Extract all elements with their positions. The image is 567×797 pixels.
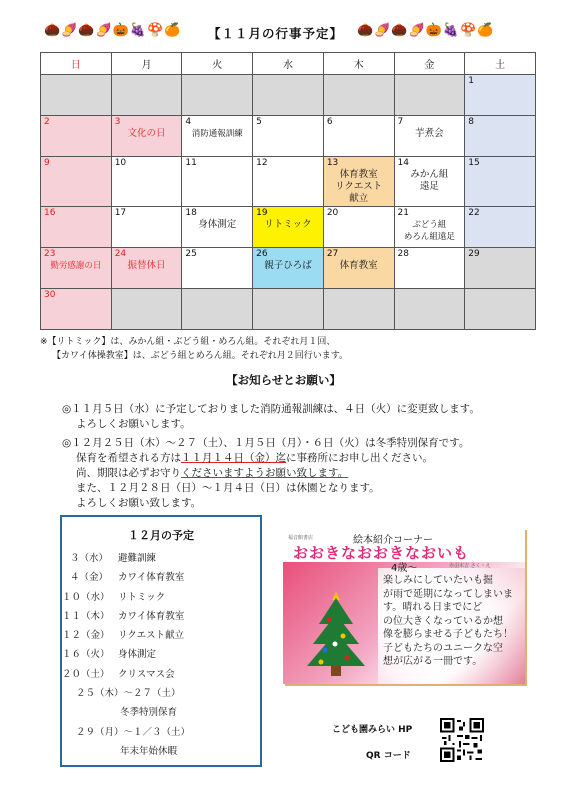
week-row (41, 116, 536, 157)
book-author: 赤羽末吉 さく・え (449, 563, 491, 569)
december-title: １２月の予定 (128, 529, 194, 542)
day-cell (394, 207, 465, 248)
book-description (383, 574, 513, 669)
notice-text: 保育を希望される方は (76, 452, 181, 464)
day-cell (253, 157, 324, 207)
day-cell-empty (323, 289, 394, 330)
day-event: みかん組 (410, 169, 449, 180)
day-event: 身体測定 (198, 219, 237, 230)
book-corner-label: 絵本紹介コーナー (353, 535, 433, 546)
schedule-event: 身体測定 (118, 649, 157, 661)
schedule-row (62, 665, 260, 684)
day-cell-empty (394, 289, 465, 330)
day-number: 19 (256, 208, 268, 218)
notice-line (62, 451, 469, 466)
book-description-line: 想が広がる一冊です。 (383, 656, 483, 667)
schedule-row (62, 588, 260, 607)
weekday-sat: 土 (465, 53, 536, 75)
day-event: 振替休日 (127, 260, 166, 271)
day-cell (253, 248, 324, 289)
notice-line: ◎１２月２５日（木）～２７（土）、１月５日（月）・６日（火）は冬季特別保育です。 (62, 437, 470, 449)
day-number: 8 (468, 117, 474, 127)
day-cell-empty (253, 289, 324, 330)
notice-paragraph-1 (62, 402, 480, 432)
day-cell (465, 116, 536, 157)
day-cell (323, 207, 394, 248)
day-event: リクエスト (335, 181, 383, 192)
day-cell (323, 248, 394, 289)
schedule-event: リトミック (118, 591, 166, 603)
day-cell (465, 207, 536, 248)
schedule-event: リクエスト献立 (118, 630, 185, 642)
weekday-fri: 金 (394, 53, 465, 75)
day-cell (323, 116, 394, 157)
schedule-event: 冬季特別保育 (120, 707, 178, 719)
schedule-event: 避難訓練 (118, 553, 157, 564)
deadline-text: １１月１４日（金）迄 (181, 452, 286, 464)
schedule-row (62, 568, 260, 587)
qr-code-label: QR コード (366, 751, 411, 761)
day-number: 2 (44, 117, 50, 127)
calendar-notes (40, 335, 348, 363)
day-cell (253, 116, 324, 157)
day-cell (111, 207, 182, 248)
day-cell-empty (111, 289, 182, 330)
day-cell (394, 157, 465, 207)
day-number: 20 (326, 208, 339, 218)
book-description-line: の位大きくなっているか想 (383, 615, 503, 627)
week-row (41, 75, 536, 116)
week-row (41, 207, 536, 248)
schedule-row (62, 607, 260, 626)
schedule-date: １０（水） (62, 591, 110, 603)
schedule-date: ２５（木）～２７（土） (76, 688, 181, 700)
day-cell-empty (111, 75, 182, 116)
day-cell-empty (323, 75, 394, 116)
day-cell-empty (394, 75, 465, 116)
day-cell (41, 248, 112, 289)
notice-line: また、１２月２８日（日）～１月４日（日）は休園となります。 (76, 482, 380, 494)
day-number: 22 (468, 208, 480, 218)
day-cell (111, 157, 182, 207)
day-cell-empty (182, 75, 253, 116)
schedule-row (62, 723, 260, 742)
day-event: ぶどう組 (412, 220, 447, 230)
day-event: 文化の日 (127, 128, 166, 139)
note-line: 【カワイ体操教室】は、ぶどう組とめろん組。それぞれ月２回行います。 (52, 351, 349, 361)
day-cell (41, 116, 112, 157)
day-cell (394, 248, 465, 289)
schedule-row (62, 549, 260, 568)
day-cell (41, 289, 112, 330)
notice-title: 【お知らせとお願い】 (226, 373, 341, 387)
notice-line: ◎１１月５日（水）に予定しておりました消防通報訓練は、４日（火）に変更致します。 (62, 403, 480, 415)
book-age: 4歳〜 (391, 563, 418, 574)
day-number: 18 (185, 208, 197, 218)
schedule-date: １２（金） (62, 630, 110, 642)
day-cell (323, 157, 394, 207)
homepage-label: こども園みらい HP (332, 725, 413, 735)
week-row (41, 248, 536, 289)
day-number: 14 (397, 158, 409, 168)
weekday-row (41, 53, 536, 75)
schedule-event: カワイ体育教室 (118, 610, 185, 622)
book-description-line: 子どもたちのユニークな空 (383, 642, 503, 654)
day-number: 7 (397, 117, 404, 127)
day-cell-empty (41, 75, 112, 116)
day-cell (182, 248, 253, 289)
picture-book-corner (283, 528, 525, 684)
schedule-event: カワイ体育教室 (118, 572, 185, 584)
schedule-event: クリスマス会 (118, 668, 175, 680)
day-number: 10 (114, 158, 127, 168)
december-schedule-box (60, 515, 262, 767)
day-event: 体育教室 (339, 260, 378, 271)
calendar-title: 【１１月の行事予定】 (208, 26, 344, 41)
november-calendar (40, 52, 536, 330)
day-event: 親子ひろば (264, 260, 312, 271)
day-event: リトミック (264, 219, 312, 230)
day-event: 献立 (349, 193, 369, 204)
day-number: 21 (397, 208, 409, 218)
day-cell (111, 116, 182, 157)
schedule-row (62, 626, 260, 645)
notice-line (62, 466, 469, 481)
autumn-decoration-left: 🌰🍠🌰🍠🎃🍇🍄🍊 (44, 23, 182, 38)
day-cell (253, 207, 324, 248)
day-number: 23 (44, 249, 56, 259)
notice-line: よろしくお願いします。 (76, 418, 191, 430)
notice-line: よろしくお願い致します。 (76, 497, 202, 509)
schedule-date: １６（火） (62, 649, 110, 661)
schedule-date: ４（金） (69, 572, 108, 584)
day-number: 25 (185, 249, 197, 259)
day-number: 6 (326, 117, 333, 127)
request-text: くださいますようお願い致します。 (181, 467, 349, 479)
day-number: 5 (256, 117, 262, 127)
day-number: 11 (185, 158, 197, 168)
day-cell (41, 207, 112, 248)
schedule-date: １１（木） (62, 610, 110, 622)
autumn-decoration-right: 🌰🍠🌰🍠🎃🍇🍄🍊 (357, 23, 495, 38)
day-number: 1 (468, 76, 474, 86)
day-number: 27 (326, 249, 339, 259)
day-event: 勤労感謝の日 (50, 261, 102, 271)
day-number: 16 (44, 208, 56, 218)
day-number: 24 (114, 249, 127, 259)
publisher-text: 福音館書店 (288, 535, 314, 541)
day-cell (182, 207, 253, 248)
schedule-date: ２９（月）～１／３（土） (76, 726, 191, 738)
day-event: めろん組遠足 (403, 232, 455, 242)
day-cell (465, 75, 536, 116)
day-number: 12 (256, 158, 268, 168)
weekday-mon: 月 (111, 53, 182, 75)
day-cell (182, 157, 253, 207)
qr-code-icon[interactable] (440, 718, 484, 762)
day-cell (41, 157, 112, 207)
weekday-tue: 火 (182, 53, 253, 75)
day-event: 遠足 (419, 181, 439, 192)
day-number: 28 (397, 249, 409, 259)
day-cell (394, 116, 465, 157)
day-cell (465, 248, 536, 289)
schedule-row (62, 645, 260, 664)
day-cell-empty (253, 75, 324, 116)
day-event: 芋煮会 (415, 128, 444, 139)
week-row (41, 157, 536, 207)
book-description-line: す。晴れる日までにど (383, 602, 483, 613)
weekday-sun: 日 (41, 53, 112, 75)
day-number: 9 (44, 158, 50, 168)
book-description-line: が雨で延期になってしまいま (383, 588, 513, 600)
schedule-row (62, 742, 260, 761)
schedule-row (62, 684, 260, 703)
day-event: 消防通報訓練 (191, 129, 243, 139)
day-number: 13 (326, 158, 339, 168)
schedule-date: ２０（土） (62, 668, 110, 680)
day-number: 30 (44, 290, 56, 300)
day-cell (111, 248, 182, 289)
day-number: 4 (185, 117, 192, 127)
day-number: 17 (114, 208, 127, 218)
notice-text: 尚、期限は必ずお守り (76, 467, 181, 479)
schedule-date: ３（水） (69, 553, 108, 564)
christmas-tree-icon (301, 588, 371, 680)
weekday-wed: 水 (253, 53, 324, 75)
day-cell-empty (182, 289, 253, 330)
book-description-line: 像を膨らませる子どもたち！ (383, 629, 513, 640)
week-row (41, 289, 536, 330)
day-number: 26 (256, 249, 268, 259)
weekday-thu: 木 (323, 53, 394, 75)
schedule-event: 年末年始休暇 (120, 745, 178, 757)
note-line: ※【リトミック】は、みかん組・ぶどう組・めろん組。それぞれ月１回、 (40, 337, 336, 347)
day-event: 体育教室 (339, 169, 378, 180)
day-cell (182, 116, 253, 157)
day-cell-empty (465, 289, 536, 330)
day-cell (465, 157, 536, 207)
day-number: 15 (468, 158, 480, 168)
book-description-line: 楽しみにしていたいも掘 (383, 575, 493, 586)
day-number: 29 (468, 249, 480, 259)
book-title: おおきなおおきなおいも (293, 544, 470, 562)
notice-paragraph-2 (62, 436, 469, 511)
calendar-header (0, 20, 567, 46)
schedule-row (62, 703, 260, 722)
day-number: 3 (114, 117, 121, 127)
notice-text: に事務所にお申し出ください。 (286, 452, 433, 464)
